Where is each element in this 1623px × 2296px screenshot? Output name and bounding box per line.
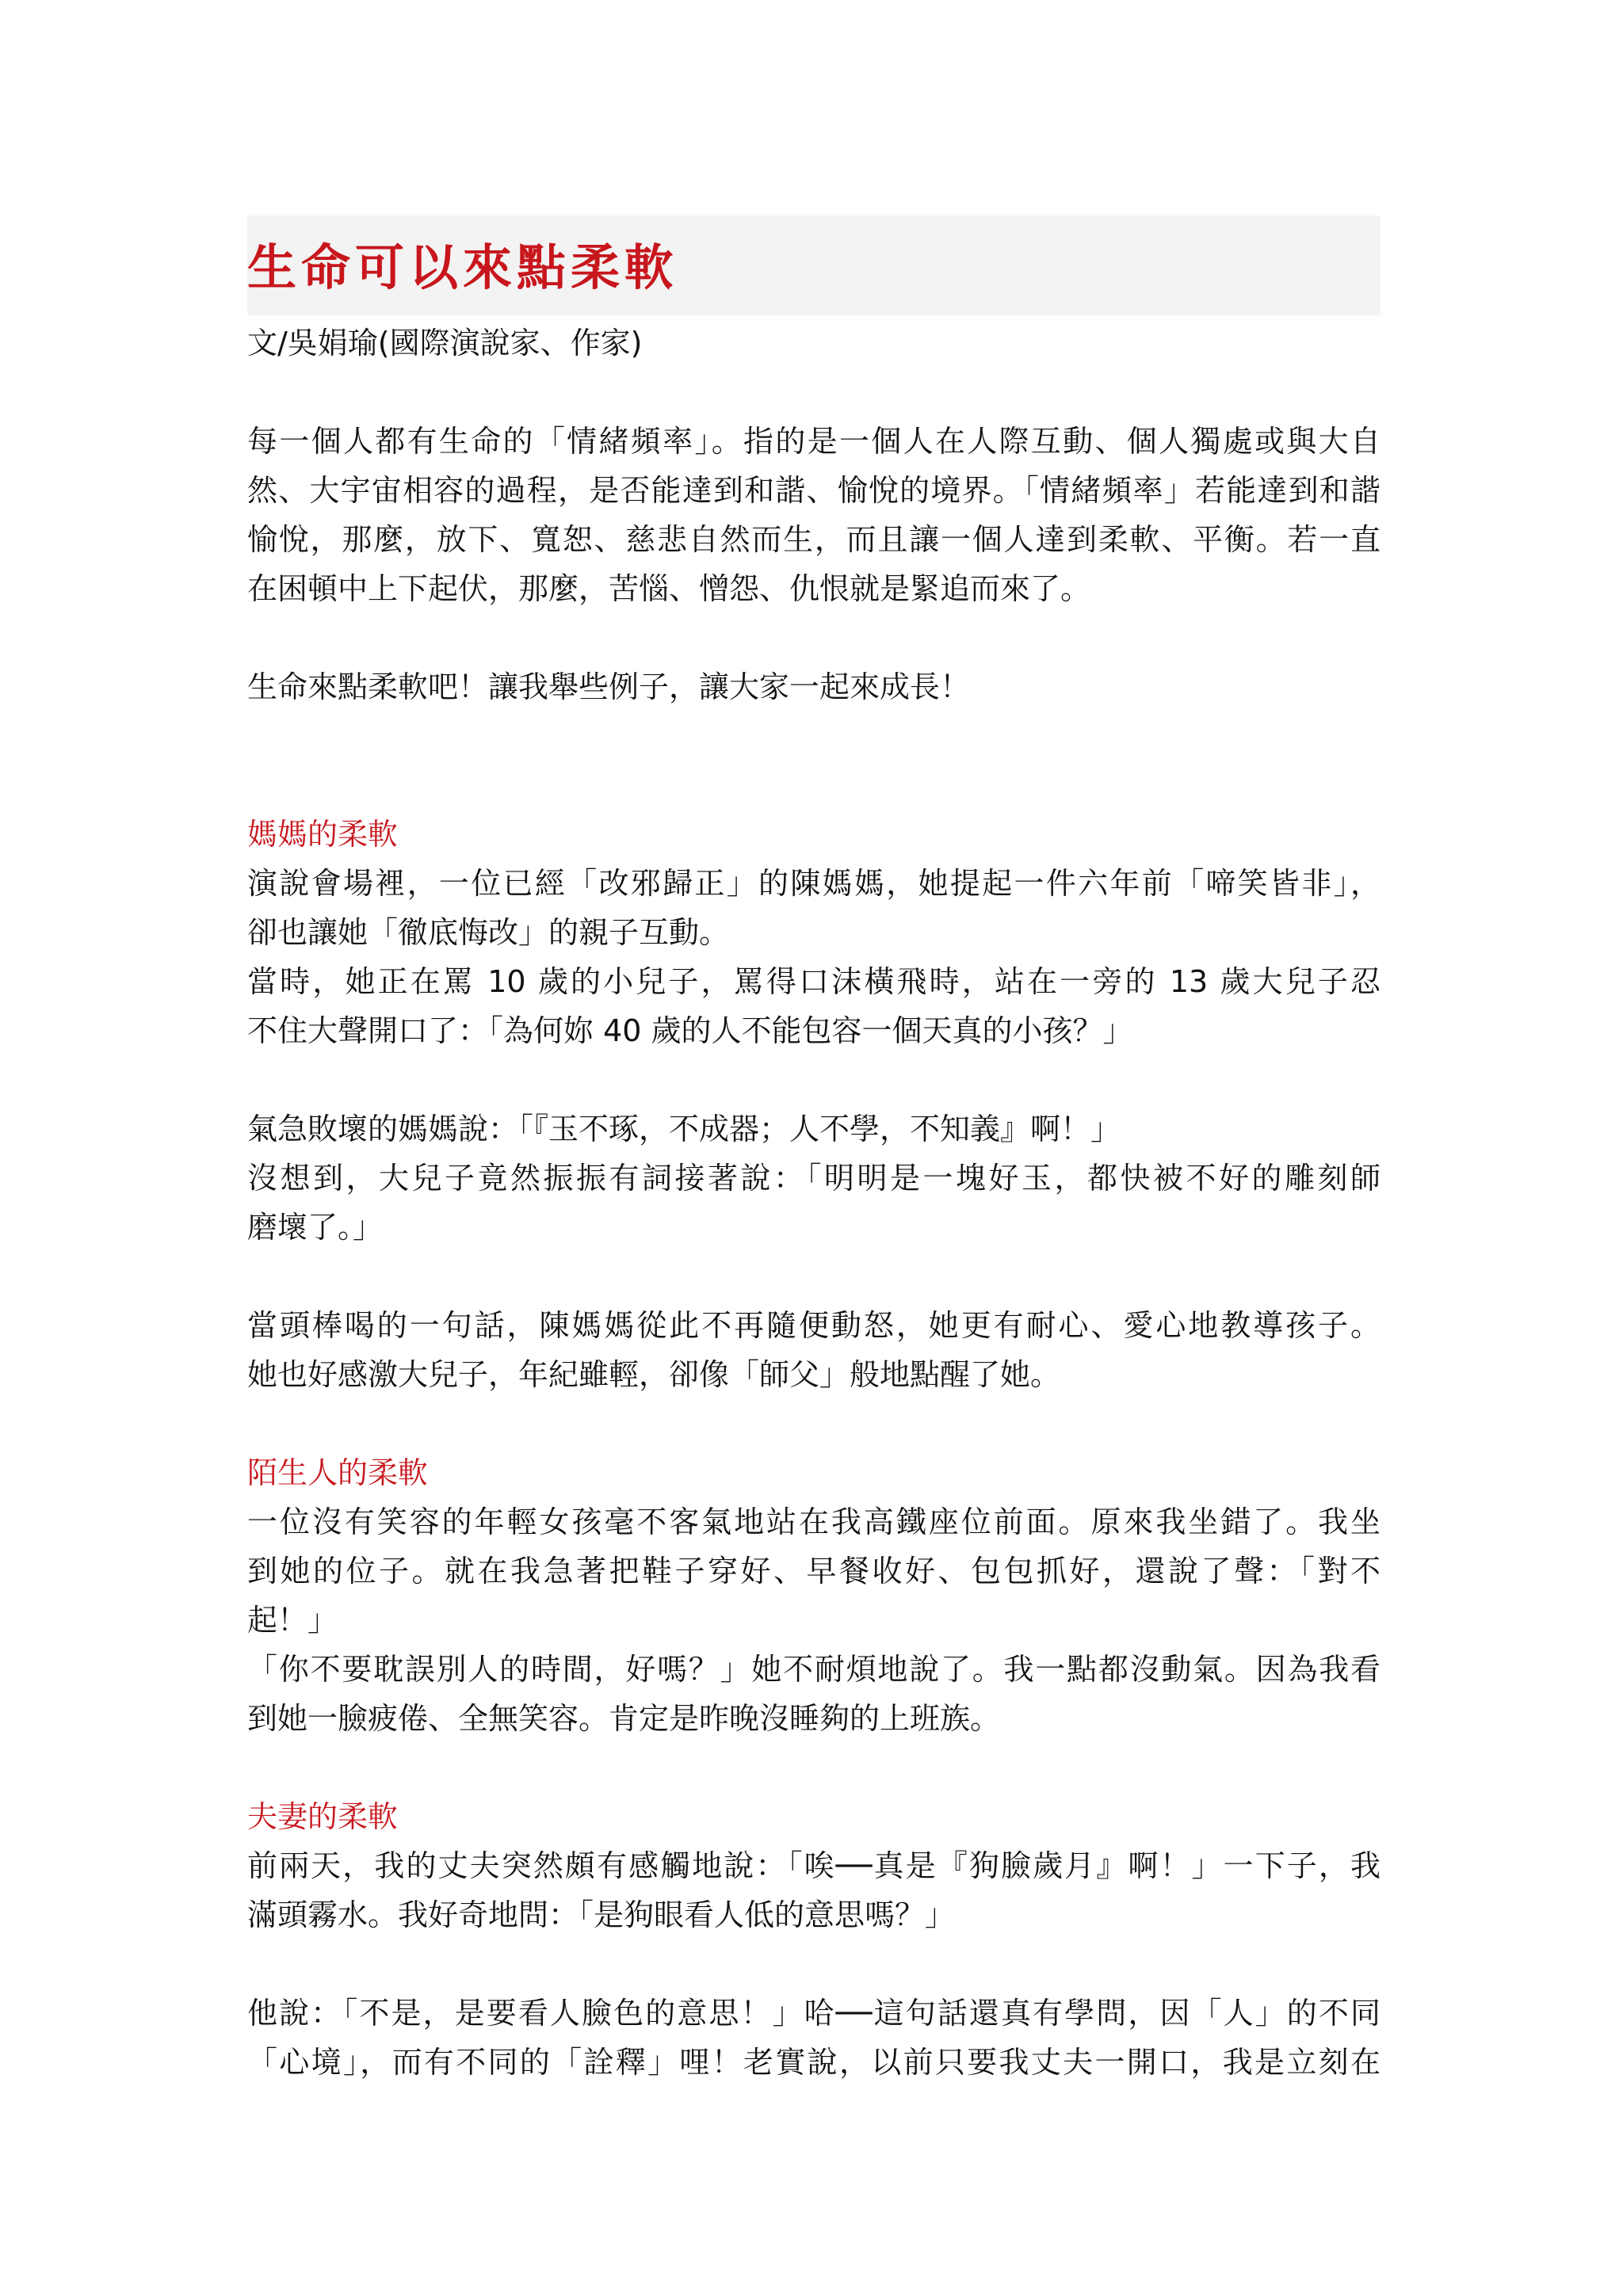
section-heading-couple: 夫妻的柔軟 [247, 1799, 399, 1834]
text-line: 一位沒有笑容的年輕女孩毫不客氣地站在我高鐵座位前面。原來我坐錯了。我坐 [247, 1505, 1381, 1539]
text-line: 氣急敗壞的媽媽說：「『玉不琢，不成器；人不學，不知義』啊！」 [247, 1112, 1121, 1146]
paragraph [247, 1104, 1381, 1252]
text-line: 演說會場裡，一位已經「改邪歸正」的陳媽媽，她提起一件六年前「啼笑皆非」， [247, 866, 1381, 901]
title-bar [247, 215, 1381, 315]
document-page [247, 215, 1381, 2087]
text-line: 每一個人都有生命的「情緒頻率」。指的是一個人在人際互動、個人獨處或與大自 [247, 424, 1381, 459]
text-line: 滿頭霧水。我好奇地問：「是狗眼看人低的意思嗎？」 [247, 1897, 956, 1932]
paragraph [247, 1497, 1381, 1743]
byline: 文/吳娟瑜(國際演說家、作家) [247, 326, 643, 360]
text-line: 「你不要耽誤別人的時間，好嗎？」她不耐煩地說了。我一點都沒動氣。因為我看 [247, 1652, 1381, 1687]
text-line: 當頭棒喝的一句話，陳媽媽從此不再隨便動怒，她更有耐心、愛心地教導孩子。 [247, 1308, 1381, 1343]
intro-paragraph [247, 417, 1381, 613]
text-line: 起！」 [247, 1603, 338, 1638]
text-line: 然、大宇宙相容的過程，是否能達到和諧、愉悅的境界。「情緒頻率」若能達到和諧 [247, 473, 1381, 508]
page-title: 生命可以來點柔軟 [247, 238, 679, 296]
text-line: 磨壞了。」 [247, 1210, 384, 1245]
text-line: 不住大聲開口了：「為何妳 40 歲的人不能包容一個天真的小孩？」 [247, 1013, 1133, 1048]
text-line: 她也好感激大兒子，年紀雖輕，卻像「師父」般地點醒了她。 [247, 1357, 1061, 1392]
text-line: 卻也讓她「徹底悔改」的親子互動。 [247, 915, 730, 950]
text-line: 到她一臉疲倦、全無笑容。肯定是昨晚沒睡夠的上班族。 [247, 1701, 1001, 1736]
section-heading-stranger: 陌生人的柔軟 [247, 1455, 429, 1490]
text-line: 在困頓中上下起伏，那麼，苦惱、憎怨、仇恨就是緊追而來了。 [247, 571, 1091, 606]
text-line: 愉悅，那麼，放下、寬恕、慈悲自然而生，而且讓一個人達到柔軟、平衡。若一直 [247, 522, 1381, 557]
paragraph [247, 1301, 1381, 1399]
section-heading-mother: 媽媽的柔軟 [247, 817, 399, 852]
text-line: 他說：「不是，是要看人臉色的意思！」哈──這句話還真有學問，因「人」的不同 [247, 1996, 1381, 2031]
intro-closing: 生命來點柔軟吧！讓我舉些例子，讓大家一起來成長！ [247, 669, 971, 704]
text-line: 沒想到，大兒子竟然振振有詞接著說：「明明是一塊好玉，都快被不好的雕刻師 [247, 1161, 1381, 1196]
text-line: 「心境」，而有不同的「詮釋」哩！老實說，以前只要我丈夫一開口，我是立刻在 [247, 2045, 1381, 2080]
text-line: 前兩天，我的丈夫突然頗有感觸地說：「唉──真是『狗臉歲月』啊！」一下子，我 [247, 1848, 1381, 1883]
text-line: 當時，她正在罵 10 歲的小兒子，罵得口沫橫飛時，站在一旁的 13 歲大兒子忍 [247, 964, 1381, 999]
text-line: 到她的位子。就在我急著把鞋子穿好、早餐收好、包包抓好，還說了聲：「對不 [247, 1554, 1381, 1589]
paragraph [247, 859, 1381, 1055]
paragraph [247, 1989, 1381, 2087]
paragraph [247, 1841, 1381, 1939]
